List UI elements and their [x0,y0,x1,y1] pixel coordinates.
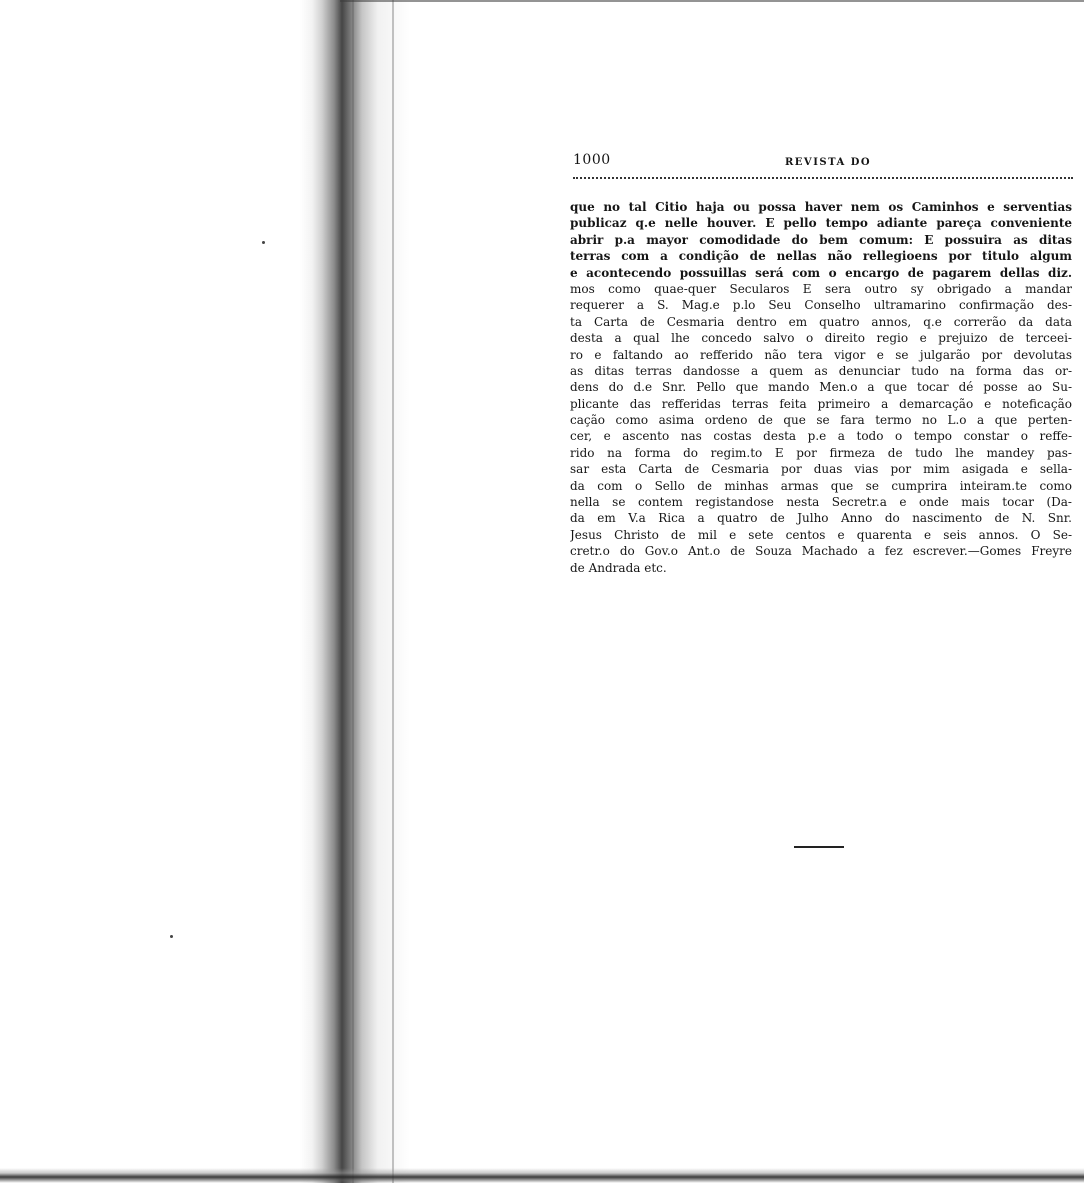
scan-speck [262,241,265,244]
page-top-edge [340,0,1084,2]
text-line: nella se contem registandose nesta Secretr.a e onde mais tocar (Da- [570,495,1072,510]
text-line: publicaz q.e nelle houver. E pello tempo adiante pareça conveniente [570,216,1072,231]
end-rule [794,846,844,848]
text-line: sar esta Carta de Cesmaria por duas vias por mim asigada e sella- [570,462,1072,477]
page-bottom-edge [0,1168,1084,1183]
text-line: e acontecendo possuillas será com o encargo de pagarem dellas diz. [570,265,1072,280]
running-head: REVISTA DO [785,157,872,168]
scan-speck [170,935,173,938]
text-line: requerer a S. Mag.e p.lo Seu Conselho ultramarino confirmação des- [570,298,1072,313]
text-line: cação como asima ordeno de que se fara termo no L.o a que perten- [570,413,1072,428]
book-gutter-shadow [300,0,420,1183]
text-line: abrir p.a mayor comodidade do bem comum: E possuira as ditas [570,232,1072,247]
text-line: as ditas terras dandosse a quem as denunciar tudo na forma das or- [570,363,1072,378]
text-line: cretr.o do Gov.o Ant.o de Souza Machado a fez escrever.—Gomes Freyre [570,544,1072,559]
text-line: ta Carta de Cesmaria dentro em quatro annos, q.e correrão da data [570,314,1072,329]
gutter-crease-line [352,0,354,1183]
header-rule [573,177,1073,179]
page-number: 1000 [573,152,611,168]
text-line: rido na forma do regim.to E por firmeza de tudo lhe mandey pas- [570,445,1072,460]
text-line: cer, e ascento nas costas desta p.e a todo o tempo constar o reffe- [570,429,1072,444]
text-line: da com o Sello de minhas armas que se cumprira inteiram.te como [570,478,1072,493]
text-line: terras com a condição de nellas não rellegioens por titulo algum [570,249,1072,264]
text-line: de Andrada etc. [570,560,667,575]
text-line: que no tal Citio haja ou possa haver nem os Caminhos e serventias [570,200,1072,214]
text-line: dens do d.e Snr. Pello que mando Men.o a que tocar dé posse ao Su- [570,380,1072,395]
text-line: ro e faltando ao refferido não tera vigor e se julgarão por devolutas [570,347,1072,362]
body-text [570,199,1072,576]
text-line: desta a qual lhe concedo salvo o direito regio e prejuizo de terceei- [570,331,1072,346]
text-line: Jesus Christo de mil e sete centos e quarenta e seis annos. O Se- [570,527,1072,542]
text-line: mos como quae-quer Secularos E sera outro sy obrigado a mandar [570,281,1072,296]
text-line: plicante das refferidas terras feita primeiro a demarcação e noteficação [570,396,1072,411]
gutter-crease-line [392,0,394,1183]
text-line: da em V.a Rica a quatro de Julho Anno do nascimento de N. Snr. [570,511,1072,526]
